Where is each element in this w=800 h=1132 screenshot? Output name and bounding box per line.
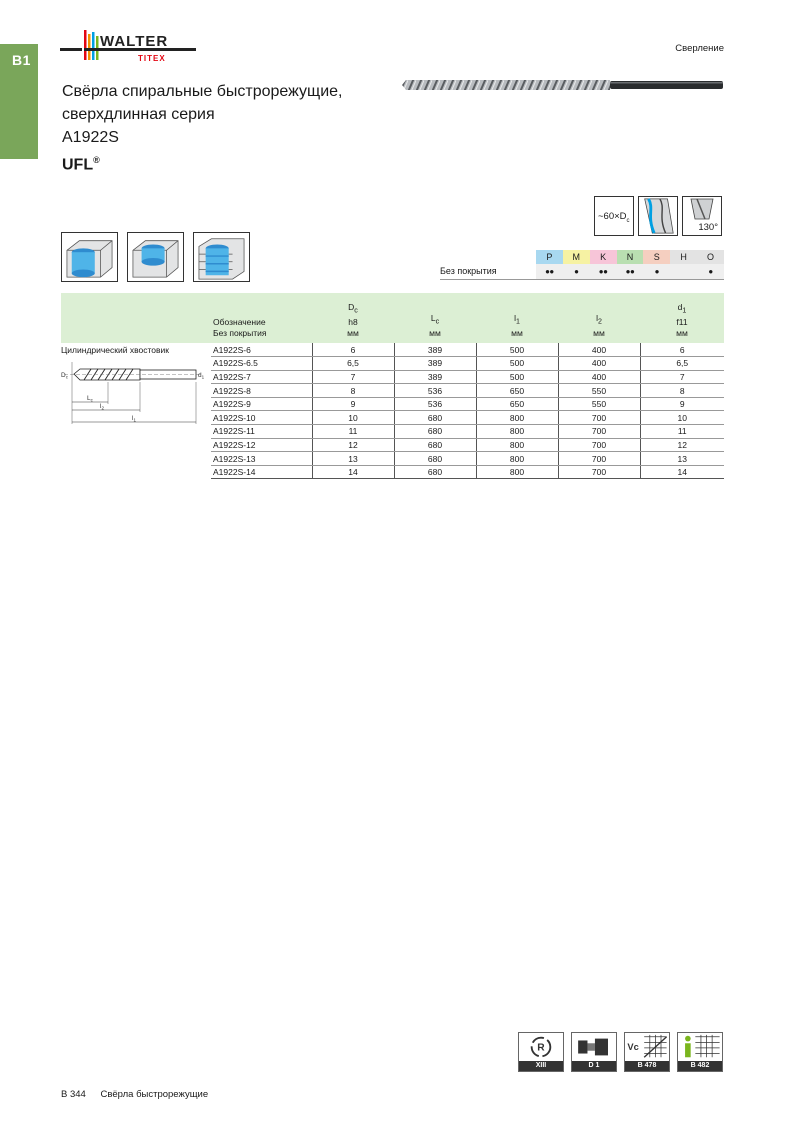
cell-d1: 6,5	[640, 357, 724, 371]
cell-dc: 13	[312, 452, 394, 466]
header-l2: $l_2$ мм	[593, 313, 605, 338]
material-suitability-k: ●●	[598, 267, 608, 276]
depth-icon	[594, 196, 634, 236]
material-suitability-s: ●	[654, 267, 659, 276]
material-table	[440, 250, 724, 280]
stacked-plates-icon	[193, 232, 250, 282]
cell-d1: 14	[640, 465, 724, 479]
cell-l2: 700	[558, 452, 640, 466]
cell-dc: 14	[312, 465, 394, 479]
application-icons	[61, 232, 250, 282]
shank-label: Цилиндрический хвостовик	[61, 345, 170, 355]
cell-code: A1922S-14	[211, 465, 312, 479]
ref-caption-1: XIII	[519, 1061, 563, 1071]
cell-l1: 800	[476, 411, 558, 425]
toolholder-icon	[572, 1033, 616, 1061]
cell-lc: 389	[394, 343, 476, 357]
footer-text: Свёрла быстрорежущие	[100, 1089, 209, 1100]
cell-d1: 7	[640, 370, 724, 384]
cell-l2: 400	[558, 370, 640, 384]
cell-code: A1922S-7	[211, 370, 312, 384]
walter-titex-logo	[60, 28, 200, 68]
cell-l2: 550	[558, 397, 640, 411]
blind-hole-icon	[127, 232, 184, 282]
material-suitability-h	[670, 264, 697, 279]
material-row	[440, 264, 724, 280]
table-row	[61, 465, 724, 479]
material-suitability-m: ●	[574, 267, 579, 276]
material-suitability-o: ●	[708, 267, 713, 276]
cell-lc: 389	[394, 370, 476, 384]
cell-dc: 6,5	[312, 357, 394, 371]
cell-l2: 700	[558, 411, 640, 425]
depth-label: $\sim 60\times D_c$	[598, 211, 630, 224]
info-icon	[678, 1033, 722, 1061]
page-number: B 344	[61, 1089, 86, 1100]
cell-code: A1922S-13	[211, 452, 312, 466]
material-group-n: N	[617, 250, 644, 264]
cell-d1: 10	[640, 411, 724, 425]
material-suitability-p: ●●	[545, 267, 554, 276]
cell-dc: 10	[312, 411, 394, 425]
through-hole-icon	[61, 232, 118, 282]
cell-l2: 400	[558, 357, 640, 371]
svg-text:R: R	[537, 1042, 545, 1054]
cell-l1: 800	[476, 438, 558, 452]
table-row	[61, 452, 724, 466]
cell-l2: 550	[558, 384, 640, 398]
cell-l2: 400	[558, 343, 640, 357]
svg-text:WALTER: WALTER	[100, 33, 169, 50]
cell-lc: 680	[394, 411, 476, 425]
material-group-k: K	[590, 250, 617, 264]
toolholder-ref-icon[interactable]	[571, 1032, 617, 1072]
diagram-l1-label: $l_1$	[132, 415, 136, 423]
cell-l1: 500	[476, 343, 558, 357]
cell-code: A1922S-11	[211, 425, 312, 439]
row-side-cell	[61, 465, 211, 479]
cell-code: A1922S-12	[211, 438, 312, 452]
cell-l1: 500	[476, 370, 558, 384]
cell-lc: 680	[394, 465, 476, 479]
row-side-cell	[61, 438, 211, 452]
diagram-d1-label: $d_1$	[198, 372, 205, 380]
material-group-p: P	[536, 250, 563, 264]
cell-d1: 12	[640, 438, 724, 452]
material-group-s: S	[643, 250, 670, 264]
coolant-drill-icon	[638, 196, 678, 236]
svg-text:TITEX: TITEX	[138, 54, 166, 63]
cell-dc: 7	[312, 370, 394, 384]
cell-code: A1922S-6	[211, 343, 312, 357]
info-ref-icon[interactable]	[677, 1032, 723, 1072]
cutting-data-ref-icon[interactable]	[624, 1032, 670, 1072]
header-l1: $l_1$ мм	[511, 313, 523, 338]
table-header-row	[61, 293, 724, 343]
product-type: UFL®	[62, 155, 100, 174]
cell-l1: 800	[476, 452, 558, 466]
cell-d1: 9	[640, 397, 724, 411]
diagram-dc-label: $D_c$	[61, 372, 68, 380]
header-dc: $D_c$ h8 мм	[347, 302, 359, 338]
title-line-2: сверхдлинная серия	[62, 106, 215, 123]
material-group-o: O	[697, 250, 724, 264]
point-angle-icon	[682, 196, 722, 236]
cell-code: A1922S-9	[211, 397, 312, 411]
material-suitability-n: ●●	[625, 267, 635, 276]
cell-lc: 680	[394, 452, 476, 466]
diagram-l2-label: $l_2$	[100, 403, 104, 411]
point-angle-label: 130°	[698, 222, 718, 233]
cell-l1: 650	[476, 384, 558, 398]
reference-icons	[518, 1032, 723, 1072]
regrind-ref-icon[interactable]	[518, 1032, 564, 1072]
chapter-tab-label: B1	[12, 52, 31, 68]
cell-dc: 8	[312, 384, 394, 398]
cutting-speed-icon	[625, 1033, 669, 1061]
cell-l2: 700	[558, 465, 640, 479]
cell-dc: 6	[312, 343, 394, 357]
cell-d1: 8	[640, 384, 724, 398]
cell-l2: 700	[558, 438, 640, 452]
cell-dc: 12	[312, 438, 394, 452]
product-code: A1922S	[62, 129, 119, 146]
header-blank	[61, 293, 211, 343]
drill-dimension-diagram	[60, 362, 210, 430]
diagram-lc-label: $L_c$	[87, 395, 93, 403]
regrind-icon	[519, 1033, 563, 1061]
svg-text:Vc: Vc	[627, 1041, 639, 1052]
cell-l1: 650	[476, 397, 558, 411]
cell-d1: 11	[640, 425, 724, 439]
material-row-label: Без покрытия	[440, 264, 536, 279]
ref-caption-3: B 478	[625, 1061, 669, 1071]
section-label: Сверление	[675, 43, 724, 54]
cell-dc: 9	[312, 397, 394, 411]
cell-code: A1922S-6.5	[211, 357, 312, 371]
ref-caption-4: B 482	[678, 1061, 722, 1071]
title-line-1: Свёрла спиральные быстрорежущие,	[62, 83, 343, 100]
cell-l2: 700	[558, 425, 640, 439]
cell-lc: 680	[394, 438, 476, 452]
header-d1: $d_1$ f11 мм	[676, 302, 688, 338]
cell-l1: 800	[476, 425, 558, 439]
chapter-tab	[0, 44, 38, 159]
header-designation: Обозначение Без покрытия	[213, 317, 267, 338]
material-group-m: M	[563, 250, 590, 264]
drill-image	[400, 78, 725, 92]
page-footer	[61, 1089, 208, 1100]
cell-lc: 680	[394, 425, 476, 439]
row-side-cell	[61, 452, 211, 466]
cell-d1: 13	[640, 452, 724, 466]
feature-icons	[594, 196, 722, 236]
cell-dc: 11	[312, 425, 394, 439]
material-groups-header	[536, 250, 724, 264]
ref-caption-2: D 1	[572, 1061, 616, 1071]
cell-code: A1922S-8	[211, 384, 312, 398]
header-lc: $L_c$ мм	[429, 313, 441, 338]
cell-lc: 389	[394, 357, 476, 371]
cell-code: A1922S-10	[211, 411, 312, 425]
cell-l1: 800	[476, 465, 558, 479]
cell-lc: 536	[394, 397, 476, 411]
drill-point-icon	[683, 197, 721, 223]
cell-lc: 536	[394, 384, 476, 398]
product-title	[62, 80, 342, 176]
material-group-h: H	[670, 250, 697, 264]
table-row	[61, 438, 724, 452]
cell-d1: 6	[640, 343, 724, 357]
cell-l1: 500	[476, 357, 558, 371]
